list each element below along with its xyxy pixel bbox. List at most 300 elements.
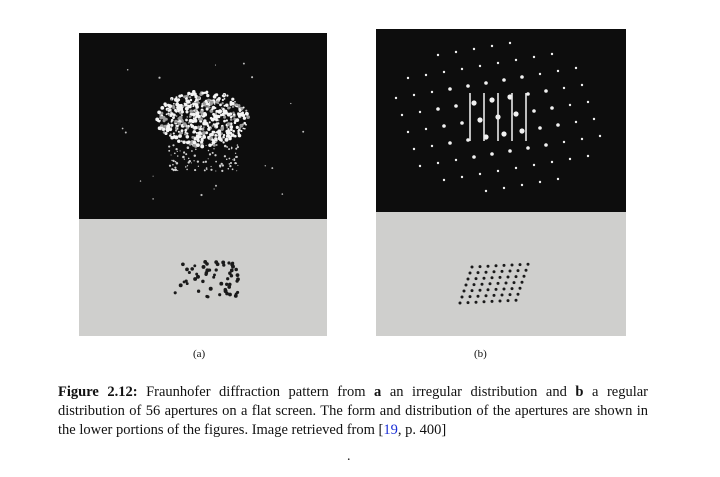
aperture-dot bbox=[473, 283, 476, 286]
speckle bbox=[224, 105, 226, 107]
speckle bbox=[236, 126, 239, 129]
speckle bbox=[153, 176, 154, 177]
speckle bbox=[242, 128, 244, 130]
speckle bbox=[232, 168, 234, 170]
diffraction-spot bbox=[551, 53, 553, 55]
speckle bbox=[227, 135, 229, 137]
speckle bbox=[206, 145, 207, 146]
speckle bbox=[206, 167, 208, 169]
speckle bbox=[186, 169, 188, 171]
aperture-dot bbox=[487, 288, 490, 291]
speckle bbox=[229, 125, 233, 129]
speckle bbox=[168, 114, 170, 116]
speckle bbox=[206, 94, 209, 97]
diffraction-spot bbox=[460, 121, 464, 125]
speckle bbox=[193, 160, 194, 161]
speckle bbox=[222, 164, 224, 166]
speckle bbox=[213, 148, 214, 149]
diffraction-spot bbox=[479, 173, 481, 175]
speckle bbox=[170, 98, 172, 100]
figure-caption bbox=[58, 383, 648, 440]
speckle bbox=[192, 127, 193, 128]
speckle bbox=[222, 95, 224, 97]
aperture-dot bbox=[517, 293, 520, 296]
speckle bbox=[245, 110, 247, 112]
diffraction-spot bbox=[515, 59, 517, 61]
speckle bbox=[221, 107, 223, 109]
diffraction-spot bbox=[477, 117, 482, 122]
aperture-dot bbox=[469, 272, 472, 275]
speckle bbox=[166, 113, 168, 115]
diffraction-spot bbox=[413, 148, 415, 150]
figure-panel-b bbox=[376, 29, 626, 336]
speckle bbox=[217, 100, 219, 102]
speckle bbox=[191, 136, 194, 139]
aperture-dot bbox=[493, 270, 496, 273]
aperture-dot bbox=[215, 268, 218, 271]
speckle bbox=[176, 100, 179, 103]
speckle bbox=[177, 139, 180, 142]
speckle bbox=[234, 101, 236, 103]
speckle bbox=[226, 127, 228, 129]
panel-a-label: (a) bbox=[193, 348, 206, 360]
diffraction-spot bbox=[521, 184, 523, 186]
speckle bbox=[181, 140, 183, 142]
aperture-dot bbox=[477, 295, 480, 298]
speckle bbox=[193, 119, 197, 123]
speckle bbox=[177, 170, 178, 171]
speckle bbox=[177, 125, 179, 127]
diffraction-spot bbox=[497, 62, 499, 64]
speckle bbox=[196, 101, 199, 104]
speckle bbox=[122, 128, 124, 130]
aperture-dot bbox=[205, 262, 209, 266]
speckle bbox=[183, 122, 187, 126]
speckle bbox=[193, 92, 197, 96]
aperture-dot bbox=[235, 293, 238, 296]
diffraction-spot bbox=[454, 104, 458, 108]
aperture-dot bbox=[224, 288, 228, 292]
citation-link[interactable]: 19 bbox=[383, 422, 398, 438]
speckle bbox=[198, 132, 200, 134]
diffraction-spot bbox=[419, 165, 421, 167]
speckle bbox=[221, 102, 223, 104]
aperture-dot bbox=[197, 290, 200, 293]
speckle bbox=[176, 162, 179, 165]
diffraction-spot bbox=[443, 179, 445, 181]
speckle bbox=[196, 143, 200, 147]
speckle bbox=[184, 133, 186, 135]
aperture-dot bbox=[234, 268, 238, 272]
speckle bbox=[233, 158, 235, 160]
speckle bbox=[173, 160, 175, 162]
speckle bbox=[204, 169, 206, 171]
speckle bbox=[182, 156, 185, 159]
speckle bbox=[243, 63, 245, 65]
aperture-dot bbox=[481, 283, 484, 286]
speckle bbox=[232, 159, 233, 160]
speckle bbox=[232, 130, 235, 133]
speckle bbox=[230, 118, 233, 121]
speckle bbox=[189, 116, 191, 118]
speckle bbox=[205, 161, 207, 163]
speckle bbox=[302, 131, 304, 133]
speckle bbox=[214, 123, 217, 126]
speckle bbox=[215, 65, 216, 66]
speckle bbox=[185, 153, 187, 155]
speckle bbox=[213, 115, 217, 119]
speckle bbox=[168, 109, 170, 111]
speckle bbox=[189, 96, 191, 98]
diffraction-spot bbox=[581, 138, 583, 140]
speckle bbox=[187, 125, 190, 128]
speckle bbox=[214, 154, 216, 156]
diffraction-spot bbox=[569, 158, 571, 160]
speckle bbox=[212, 139, 215, 142]
diffraction-spot bbox=[395, 97, 397, 99]
aperture-dot bbox=[463, 290, 466, 293]
diffraction-spot bbox=[479, 65, 481, 67]
speckle bbox=[214, 103, 216, 105]
diffraction-spot bbox=[550, 106, 554, 110]
diffraction-spot bbox=[413, 94, 415, 96]
speckle bbox=[185, 107, 189, 111]
speckle bbox=[191, 150, 193, 152]
speckle bbox=[208, 158, 209, 159]
speckle bbox=[226, 158, 228, 160]
aperture-dot bbox=[467, 278, 470, 281]
speckle bbox=[190, 119, 193, 122]
speckle bbox=[213, 95, 217, 99]
speckle bbox=[218, 110, 222, 114]
aperture-dot bbox=[491, 276, 494, 279]
diffraction-spot bbox=[448, 141, 452, 145]
speckle bbox=[186, 135, 190, 139]
diffraction-spot bbox=[575, 121, 577, 123]
speckle bbox=[238, 114, 240, 116]
speckle bbox=[218, 134, 221, 137]
diffraction-spot bbox=[461, 68, 463, 70]
speckle bbox=[171, 160, 172, 161]
speckle bbox=[188, 158, 190, 160]
speckle bbox=[168, 104, 172, 108]
aperture-dot bbox=[218, 293, 221, 296]
speckle bbox=[170, 133, 172, 135]
speckle bbox=[190, 142, 192, 144]
speckle bbox=[172, 106, 175, 109]
speckle bbox=[170, 124, 173, 127]
aperture-dot bbox=[511, 287, 514, 290]
aperture-dot bbox=[515, 275, 518, 278]
speckle bbox=[183, 151, 185, 153]
speckle bbox=[175, 96, 177, 98]
figure-panel-a bbox=[79, 33, 327, 336]
speckle bbox=[204, 122, 208, 126]
speckle bbox=[168, 146, 170, 148]
speckle bbox=[196, 132, 198, 134]
speckle bbox=[188, 122, 190, 124]
diffraction-spot bbox=[581, 84, 583, 86]
diffraction-spot bbox=[455, 51, 457, 53]
speckle bbox=[206, 106, 208, 108]
speckle bbox=[235, 153, 236, 154]
diffraction-spot bbox=[569, 104, 571, 106]
speckle bbox=[174, 109, 177, 112]
speckle bbox=[192, 144, 194, 146]
diffraction-spot bbox=[520, 75, 524, 79]
speckle bbox=[168, 150, 170, 152]
speckle bbox=[237, 112, 239, 114]
diffraction-spot bbox=[557, 70, 559, 72]
speckle bbox=[215, 112, 217, 114]
speckle bbox=[187, 146, 190, 149]
speckle bbox=[180, 104, 182, 106]
speckle bbox=[152, 198, 154, 200]
aperture-dot bbox=[525, 269, 528, 272]
speckle bbox=[202, 128, 204, 130]
speckle bbox=[197, 96, 200, 99]
speckle bbox=[177, 151, 178, 152]
speckle bbox=[168, 124, 170, 126]
speckle bbox=[230, 135, 232, 137]
diffraction-spot bbox=[599, 135, 601, 137]
aperture-dot bbox=[503, 264, 506, 267]
diffraction-spot bbox=[575, 67, 577, 69]
speckle bbox=[224, 155, 226, 157]
speckle bbox=[218, 97, 221, 100]
speckle bbox=[220, 114, 223, 117]
speckle bbox=[175, 148, 177, 150]
speckle bbox=[226, 119, 228, 121]
speckle bbox=[194, 110, 196, 112]
speckle bbox=[246, 115, 250, 119]
aperture-dot bbox=[208, 268, 211, 271]
diffraction-spot bbox=[485, 190, 487, 192]
speckle bbox=[194, 101, 196, 103]
speckle bbox=[196, 135, 200, 139]
speckle bbox=[163, 102, 166, 105]
speckle bbox=[210, 101, 214, 105]
diffraction-spot bbox=[436, 107, 440, 111]
speckle bbox=[179, 120, 182, 123]
speckle bbox=[212, 125, 214, 127]
speckle bbox=[197, 160, 199, 162]
speckle bbox=[158, 126, 162, 130]
diffraction-spot bbox=[544, 89, 548, 93]
speckle bbox=[172, 164, 174, 166]
speckle bbox=[234, 120, 236, 122]
speckle bbox=[197, 115, 200, 118]
diffraction-spot bbox=[472, 155, 476, 159]
speckle bbox=[190, 99, 193, 102]
speckle bbox=[177, 109, 179, 111]
speckle bbox=[191, 162, 192, 163]
diffraction-spot bbox=[563, 87, 565, 89]
diffraction-spot bbox=[515, 167, 517, 169]
trailing-mark: . bbox=[347, 449, 351, 464]
speckle bbox=[158, 77, 160, 79]
speckle bbox=[236, 163, 238, 165]
aperture-dot bbox=[236, 273, 240, 277]
speckle bbox=[203, 126, 205, 128]
speckle bbox=[209, 107, 211, 109]
speckle bbox=[209, 133, 212, 136]
aperture-dot bbox=[174, 291, 177, 294]
aperture-dot bbox=[495, 288, 498, 291]
speckle bbox=[227, 122, 231, 126]
speckle bbox=[174, 152, 176, 154]
speckle bbox=[229, 163, 231, 165]
aperture-dot bbox=[501, 294, 504, 297]
speckle bbox=[157, 110, 161, 114]
speckle bbox=[200, 117, 203, 120]
speckle bbox=[192, 112, 196, 116]
speckle bbox=[183, 95, 186, 98]
aperture-dot bbox=[186, 282, 189, 285]
speckle bbox=[173, 135, 175, 137]
diffraction-spot bbox=[533, 164, 535, 166]
speckle bbox=[236, 156, 238, 158]
speckle bbox=[192, 140, 196, 144]
aperture-dot bbox=[230, 269, 234, 273]
speckle bbox=[230, 103, 233, 106]
diffraction-spot bbox=[593, 118, 595, 120]
aperture-dot bbox=[193, 264, 196, 267]
aperture-dot bbox=[483, 300, 486, 303]
speckle bbox=[188, 161, 190, 163]
aperture-dot bbox=[219, 282, 223, 286]
aperture-dot bbox=[202, 265, 206, 269]
aperture-dot bbox=[521, 281, 524, 284]
speckle bbox=[222, 99, 224, 101]
diffraction-spot bbox=[539, 181, 541, 183]
diffraction-spot bbox=[425, 74, 427, 76]
diffraction-spot bbox=[533, 56, 535, 58]
diffraction-spot bbox=[437, 162, 439, 164]
aperture-dot bbox=[185, 268, 189, 272]
speckle bbox=[226, 130, 230, 134]
aperture-dot bbox=[206, 295, 209, 298]
aperture-dot bbox=[183, 280, 186, 283]
speckle bbox=[290, 103, 291, 104]
aperture-dot bbox=[465, 284, 468, 287]
speckle bbox=[216, 144, 218, 146]
speckle bbox=[206, 108, 209, 111]
diffraction-spot bbox=[437, 54, 439, 56]
speckle bbox=[175, 129, 177, 131]
diffraction-spot bbox=[563, 141, 565, 143]
speckle bbox=[213, 144, 216, 147]
diffraction-spot bbox=[587, 155, 589, 157]
aperture-dot bbox=[235, 279, 238, 282]
diffraction-spot bbox=[431, 91, 433, 93]
speckle bbox=[238, 104, 241, 107]
speckle bbox=[173, 132, 175, 134]
speckle bbox=[241, 113, 244, 116]
speckle bbox=[271, 167, 273, 169]
speckle bbox=[215, 185, 217, 187]
aperture-dot bbox=[226, 277, 229, 280]
speckle bbox=[199, 135, 202, 138]
speckle bbox=[226, 146, 228, 148]
speckle bbox=[202, 111, 203, 112]
speckle bbox=[228, 148, 230, 150]
speckle bbox=[234, 135, 237, 138]
speckle bbox=[225, 138, 229, 142]
speckle bbox=[209, 153, 211, 155]
speckle bbox=[211, 166, 212, 167]
speckle bbox=[212, 106, 216, 110]
speckle bbox=[189, 109, 193, 113]
speckle bbox=[215, 170, 216, 171]
speckle bbox=[202, 131, 206, 135]
aperture-dot bbox=[479, 289, 482, 292]
aperture-dot bbox=[515, 299, 518, 302]
aperture-dot bbox=[475, 301, 478, 304]
speckle bbox=[208, 126, 210, 128]
speckle bbox=[178, 95, 181, 98]
speckle bbox=[221, 128, 224, 131]
aperture-dot bbox=[519, 287, 522, 290]
speckle bbox=[236, 170, 237, 171]
speckle bbox=[167, 128, 170, 131]
aperture-dot bbox=[190, 267, 194, 271]
diffraction-spot bbox=[461, 176, 463, 178]
diffraction-spot bbox=[526, 146, 530, 150]
speckle bbox=[227, 134, 229, 136]
speckle bbox=[187, 165, 188, 166]
aperture-dot bbox=[230, 274, 234, 278]
speckle bbox=[182, 140, 185, 143]
aperture-dot bbox=[499, 276, 502, 279]
speckle bbox=[182, 105, 184, 107]
speckle bbox=[155, 118, 159, 122]
speckle bbox=[282, 193, 284, 195]
aperture-dot bbox=[513, 281, 516, 284]
diffraction-spot bbox=[419, 111, 421, 113]
speckle bbox=[170, 127, 172, 129]
diffraction-spot bbox=[407, 131, 409, 133]
speckle bbox=[171, 168, 173, 170]
caption-bold-a: a bbox=[374, 384, 382, 400]
speckle bbox=[243, 117, 246, 120]
aperture-dot bbox=[227, 261, 230, 264]
aperture-dot bbox=[188, 271, 191, 274]
diffraction-spot bbox=[532, 109, 536, 113]
caption-text: , p. 400] bbox=[397, 422, 447, 438]
speckle bbox=[162, 106, 164, 108]
speckle bbox=[208, 150, 210, 152]
speckle bbox=[184, 158, 185, 159]
speckle bbox=[201, 92, 204, 95]
aperture-dot bbox=[491, 300, 494, 303]
aperture-dot bbox=[469, 295, 472, 298]
diffraction-spot bbox=[407, 77, 409, 79]
aperture-dot bbox=[209, 287, 213, 291]
speckle bbox=[178, 134, 182, 138]
speckle bbox=[192, 105, 194, 107]
speckle bbox=[162, 116, 166, 120]
speckle bbox=[195, 116, 197, 118]
speckle bbox=[193, 130, 196, 133]
diffraction-spot bbox=[513, 111, 518, 116]
diffraction-spot bbox=[501, 131, 506, 136]
diffraction-spot bbox=[551, 161, 553, 163]
speckle bbox=[265, 165, 266, 166]
diffraction-spot bbox=[490, 152, 494, 156]
speckle bbox=[230, 116, 232, 118]
speckle bbox=[174, 167, 176, 169]
